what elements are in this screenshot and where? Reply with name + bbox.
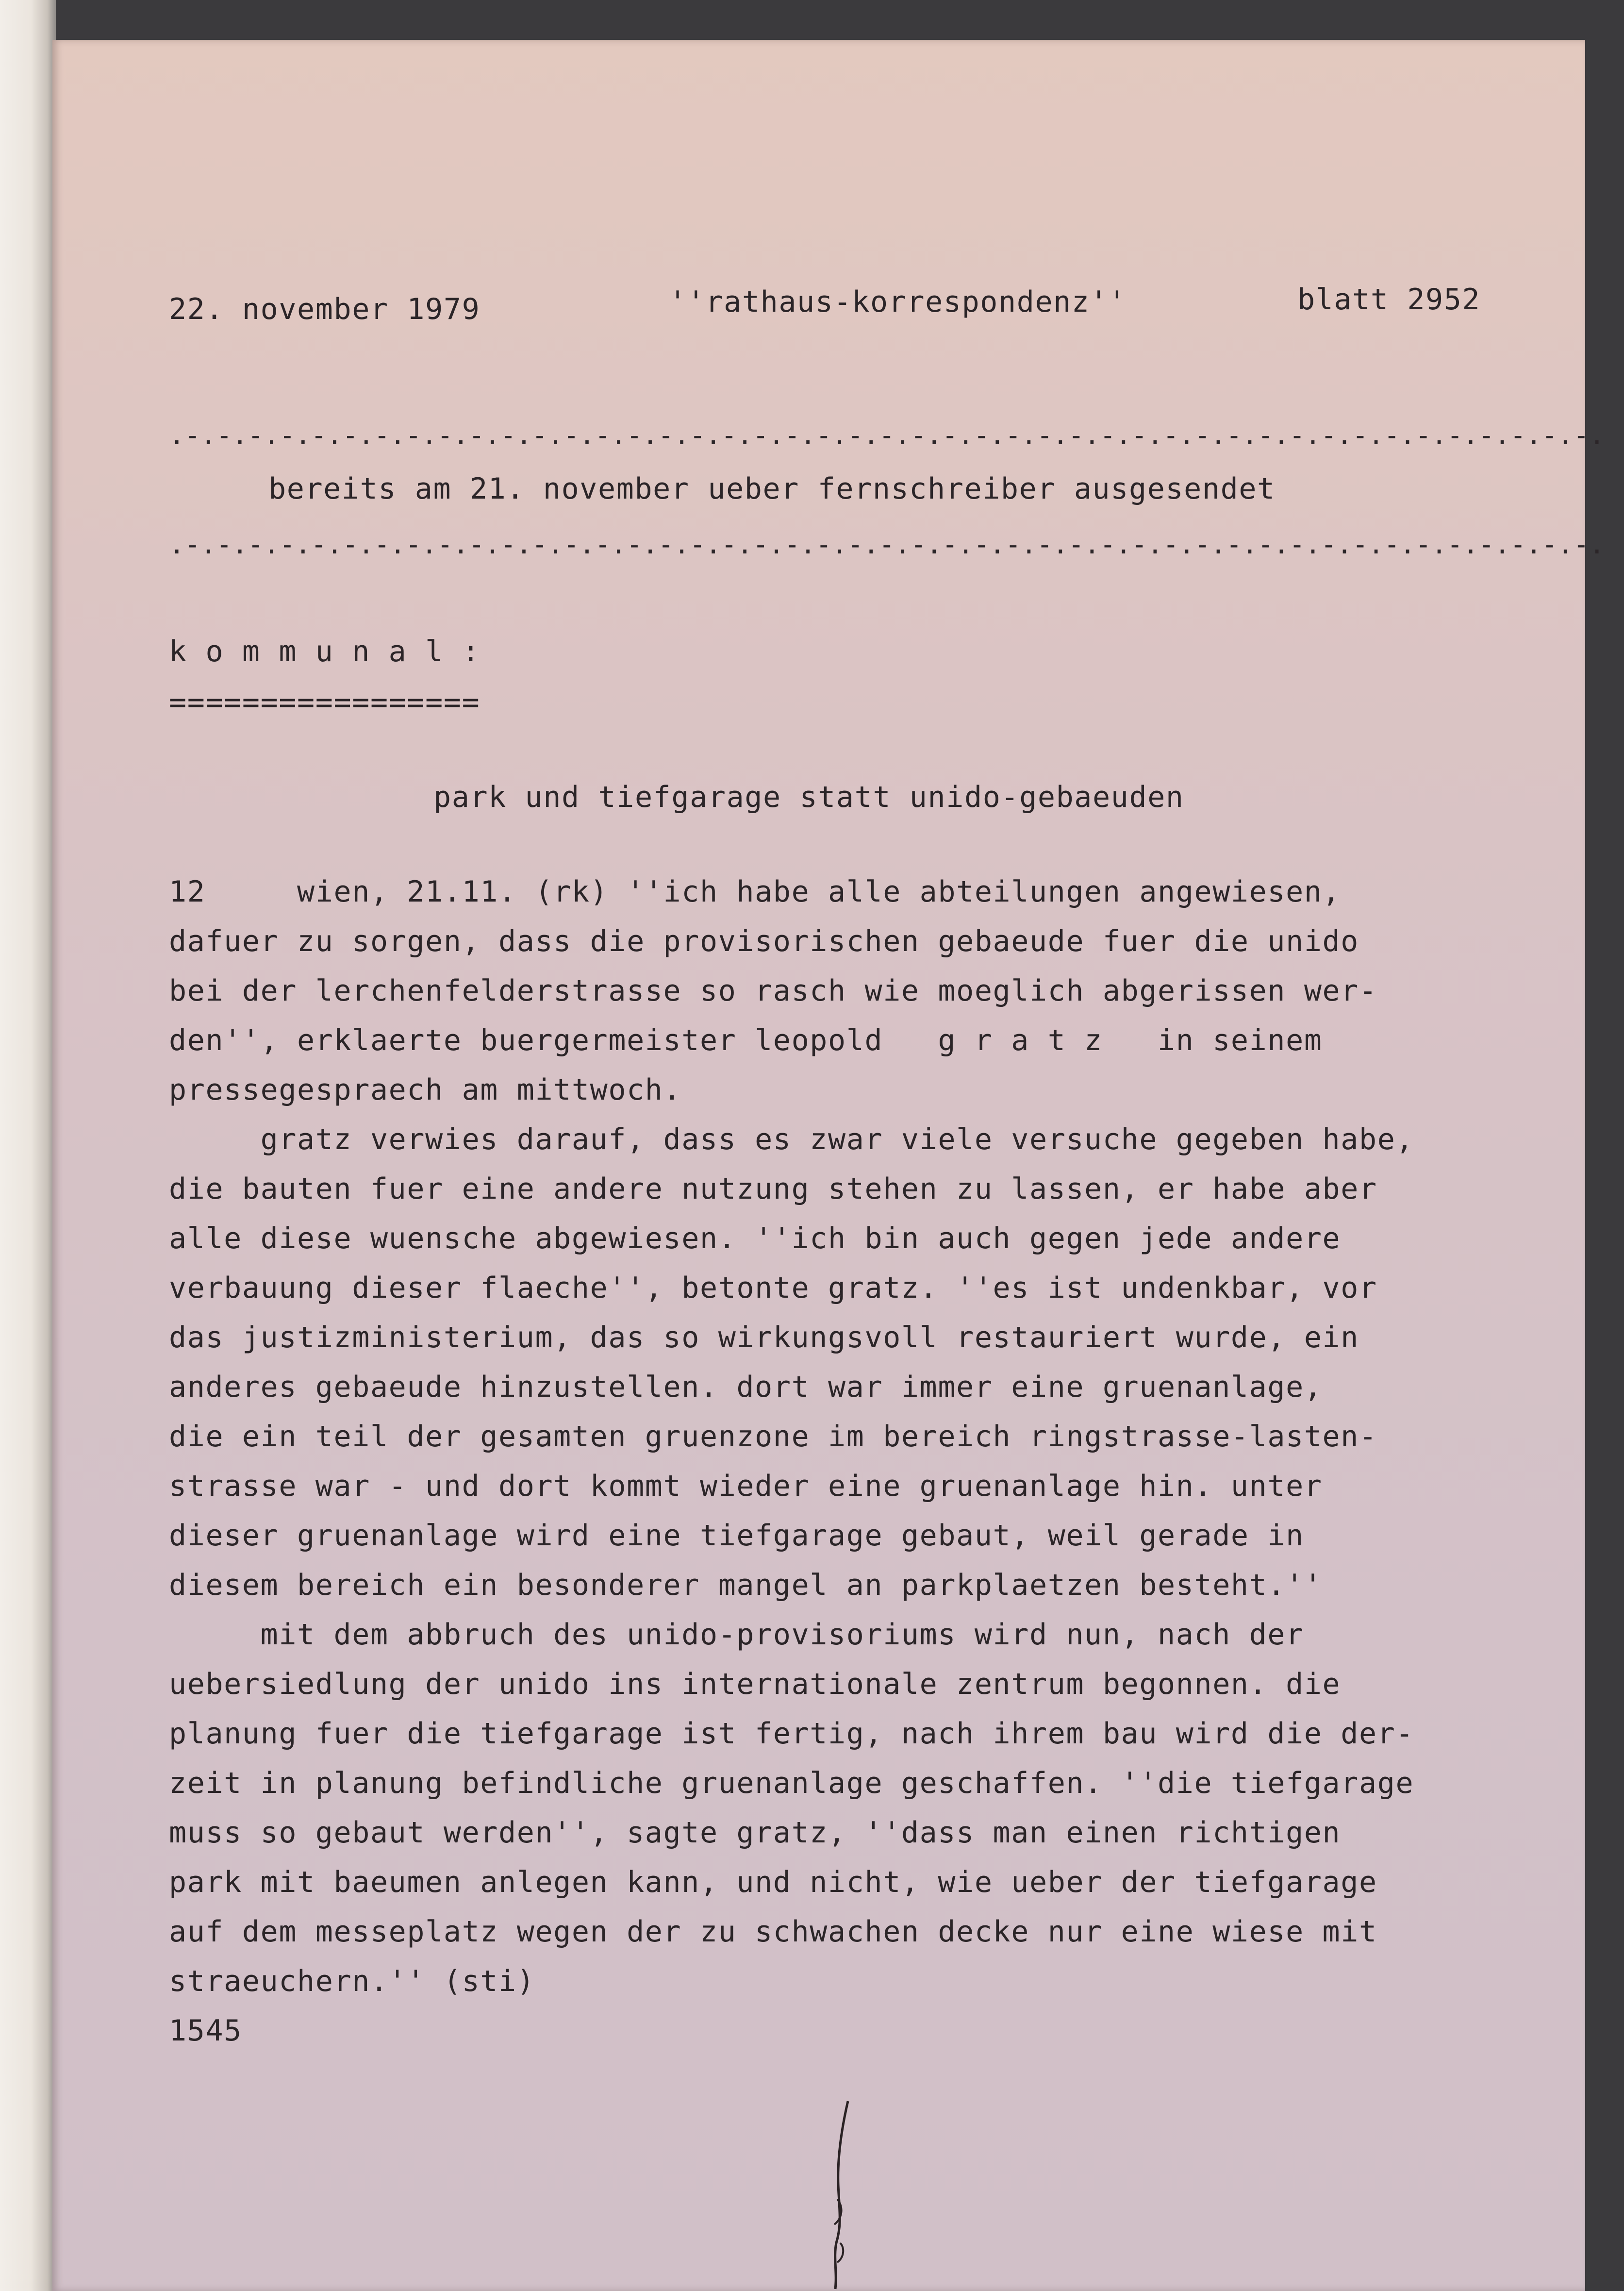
article-title: park und tiefgarage statt unido-gebaeuden — [433, 780, 1184, 814]
body-line: gratz verwies darauf, dass es zwar viele versuche gegeben habe, — [169, 1122, 1414, 1156]
body-line: mit dem abbruch des unido-provisoriums wird nun, nach der — [169, 1618, 1304, 1652]
body-line: die bauten fuer eine andere nutzung stehen zu lassen, er habe aber — [169, 1172, 1377, 1206]
body-line: park mit baeumen anlegen kann, und nicht, wie ueber der tiefgarage — [169, 1865, 1377, 1899]
notice-rule-top: .-.-.-.-.-.-.-.-.-.-.-.-.-.-.-.-.-.-.-.-.-.-.-.-.-.-.-.-.-.-.-.-.-.-.-.-.-.-.-.-.-.-.-.-.-. — [169, 420, 1605, 451]
header-publication: ''rathaus-korrespondenz'' — [669, 285, 1127, 319]
handwritten-mark-icon — [823, 2097, 862, 2291]
header-date: 22. november 1979 — [169, 292, 481, 326]
body-line: die ein teil der gesamten gruenzone im bereich ringstrasse-lasten- — [169, 1420, 1377, 1454]
notice-text: bereits am 21. november ueber fernschreiber ausgesendet — [268, 472, 1276, 506]
body-line: uebersiedlung der unido ins internationale zentrum begonnen. die — [169, 1667, 1341, 1701]
header-sheet-number: blatt 2952 — [1297, 283, 1481, 317]
body-line: dieser gruenanlage wird eine tiefgarage gebaut, weil gerade in — [169, 1519, 1304, 1553]
body-line: anderes gebaeude hinzustellen. dort war immer eine gruenanlage, — [169, 1370, 1323, 1404]
section-label: k o m m u n a l : — [169, 635, 481, 669]
body-line: bei der lerchenfelderstrasse so rasch wie moeglich abgerissen wer- — [169, 974, 1377, 1008]
body-line: den'', erklaerte buergermeister leopold g r a t z in seinem — [169, 1023, 1323, 1057]
body-line: verbauung dieser flaeche'', betonte gratz. ''es ist undenkbar, vor — [169, 1271, 1377, 1305]
binding-edge — [0, 0, 56, 2291]
footer-number: 1545 — [169, 2014, 242, 2048]
body-line: diesem bereich ein besonderer mangel an parkplaetzen besteht.'' — [169, 1568, 1323, 1602]
body-line: 12 wien, 21.11. (rk) ''ich habe alle abteilungen angewiesen, — [169, 875, 1341, 909]
body-line: das justizministerium, das so wirkungsvoll restauriert wurde, ein — [169, 1321, 1359, 1355]
body-line: planung fuer die tiefgarage ist fertig, nach ihrem bau wird die der- — [169, 1717, 1414, 1751]
document-page — [52, 40, 1605, 2291]
body-line: pressegespraech am mittwoch. — [169, 1073, 682, 1107]
notice-rule-bottom: .-.-.-.-.-.-.-.-.-.-.-.-.-.-.-.-.-.-.-.-.-.-.-.-.-.-.-.-.-.-.-.-.-.-.-.-.-.-.-.-.-.-.-.-.-. — [169, 529, 1605, 560]
body-line: alle diese wuensche abgewiesen. ''ich bin auch gegen jede andere — [169, 1221, 1341, 1255]
body-line: zeit in planung befindliche gruenanlage geschaffen. ''die tiefgarage — [169, 1766, 1414, 1800]
body-line: dafuer zu sorgen, dass die provisorischen gebaeude fuer die unido — [169, 924, 1359, 958]
body-line: straeuchern.'' (sti) — [169, 1964, 535, 1998]
body-line: auf dem messeplatz wegen der zu schwachen decke nur eine wiese mit — [169, 1915, 1377, 1949]
body-line: strasse war - und dort kommt wieder eine gruenanlage hin. unter — [169, 1469, 1323, 1503]
body-line: muss so gebaut werden'', sagte gratz, ''dass man einen richtigen — [169, 1816, 1341, 1850]
section-underline: ================= — [169, 686, 481, 719]
